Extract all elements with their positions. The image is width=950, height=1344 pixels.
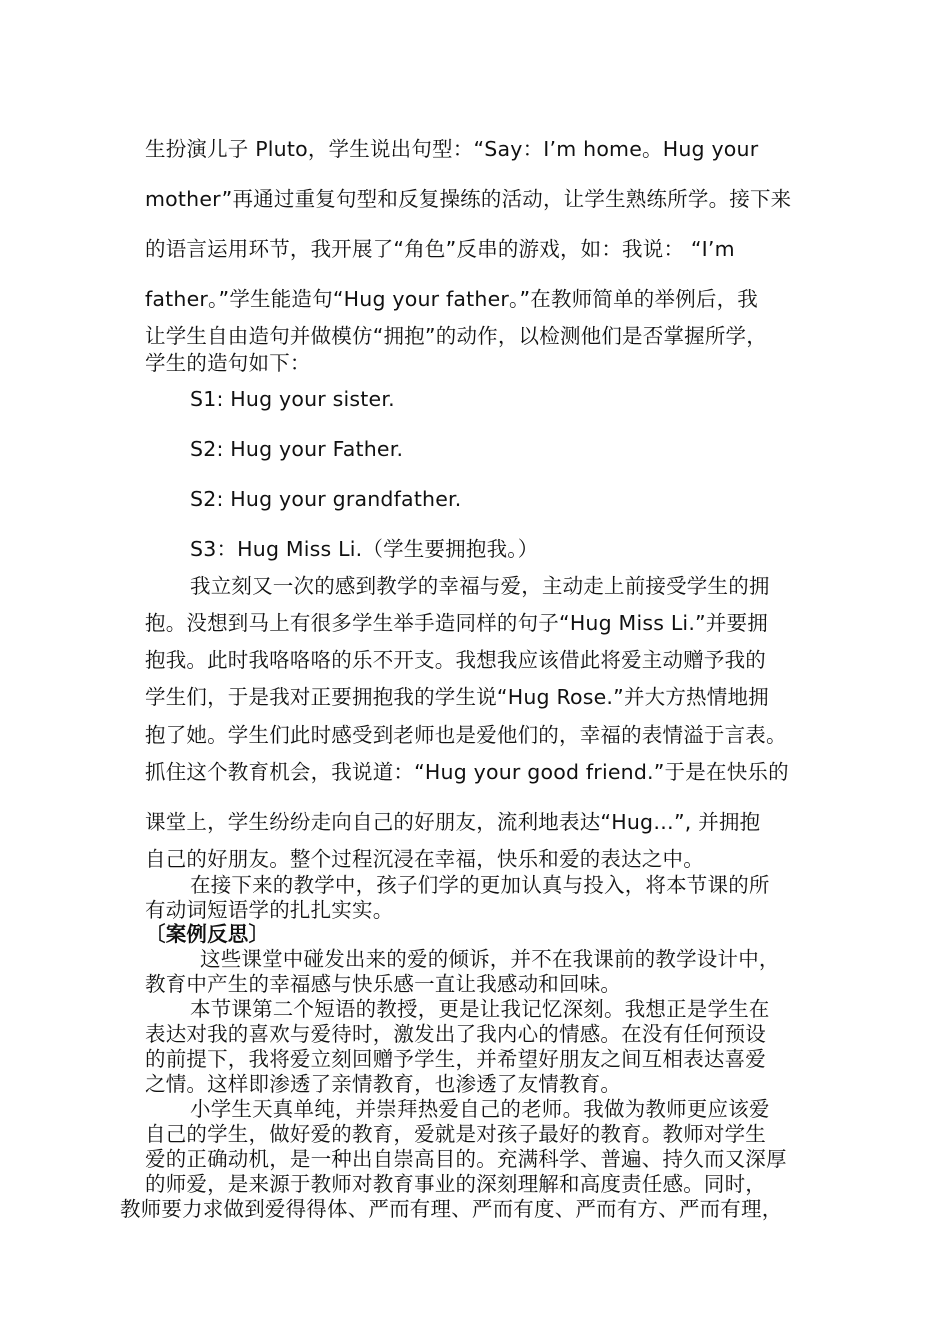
paragraph-line: 抱我。此时我咯咯咯的乐不开支。我想我应该借此将爱主动赠予我的: [145, 648, 766, 672]
paragraph-line: 抱了她。学生们此时感受到老师也是爱他们的，幸福的表情溢于言表。: [145, 723, 787, 747]
paragraph-line: 在接下来的教学中，孩子们学的更加认真与投入，将本节课的所: [190, 873, 770, 897]
paragraph-line: father。”学生能造句“Hug your father。”在教师简单的举例后，我: [145, 287, 759, 311]
paragraph-line: 的师爱，是来源于教师对教育事业的深刻理解和高度责任感。同时，: [145, 1172, 766, 1196]
paragraph-line: 生扮演儿子 Pluto，学生说出句型：“Say：I’m home。Hug your: [145, 137, 759, 161]
paragraph-line: 本节课第二个短语的教授，更是让我记忆深刻。我想正是学生在: [190, 997, 770, 1021]
paragraph-line: 这些课堂中碰发出来的爱的倾诉，并不在我课前的教学设计中，: [200, 947, 780, 971]
paragraph-line: 爱的正确动机，是一种出自崇高目的。充满科学、普遍、持久而又深厚: [145, 1147, 787, 1171]
paragraph-line: 教育中产生的幸福感与快乐感一直让我感动和回味。: [145, 972, 622, 996]
paragraph-line: 有动词短语学的扎扎实实。: [145, 898, 394, 922]
paragraph-line: 之情。这样即渗透了亲情教育，也渗透了友情教育。: [145, 1072, 622, 1096]
paragraph-line: 教师要力求做到爱得得体、严而有理、严而有度、严而有方、严而有理，: [120, 1197, 783, 1221]
paragraph-line: 抱。没想到马上有很多学生举手造同样的句子“Hug Miss Li.”并要拥: [145, 611, 768, 635]
paragraph-line: 学生们，于是我对正要拥抱我的学生说“Hug Rose.”并大方热情地拥: [145, 685, 769, 709]
example-sentence: S3：Hug Miss Li.（学生要拥抱我。）: [190, 537, 539, 561]
example-sentence: S2: Hug your Father.: [190, 437, 404, 461]
example-sentence: S2: Hug your grandfather.: [190, 487, 462, 511]
paragraph-line: 小学生天真单纯，并崇拜热爱自己的老师。我做为教师更应该爱: [190, 1097, 770, 1121]
paragraph-line: 的前提下，我将爱立刻回赠予学生，并希望好朋友之间互相表达喜爱: [145, 1047, 766, 1071]
example-sentence: S1: Hug your sister.: [190, 387, 395, 411]
paragraph-line: 的语言运用环节，我开展了“角色”反串的游戏，如：我说： “I’m: [145, 237, 735, 261]
paragraph-line: 让学生自由造句并做模仿“拥抱”的动作，以检测他们是否掌握所学，: [145, 324, 767, 348]
paragraph-line: 自己的好朋友。整个过程沉浸在幸福，快乐和爱的表达之中。: [145, 847, 704, 871]
paragraph-line: 抓住这个教育机会，我说道：“Hug your good friend.”于是在快乐的: [145, 760, 789, 784]
paragraph-line: 我立刻又一次的感到教学的幸福与爱，主动走上前接受学生的拥: [190, 574, 770, 598]
paragraph-line: 表达对我的喜欢与爱待时，激发出了我内心的情感。在没有任何预设: [145, 1022, 766, 1046]
paragraph-line: 学生的造句如下：: [145, 351, 311, 375]
paragraph-line: mother”再通过重复句型和反复操练的活动，让学生熟练所学。接下来: [145, 187, 792, 211]
section-heading: 〔案例反思〕: [145, 922, 270, 946]
paragraph-line: 课堂上，学生纷纷走向自己的好朋友，流利地表达“Hug…”, 并拥抱: [145, 810, 761, 834]
paragraph-line: 自己的学生，做好爱的教育，爱就是对孩子最好的教育。教师对学生: [145, 1122, 766, 1146]
